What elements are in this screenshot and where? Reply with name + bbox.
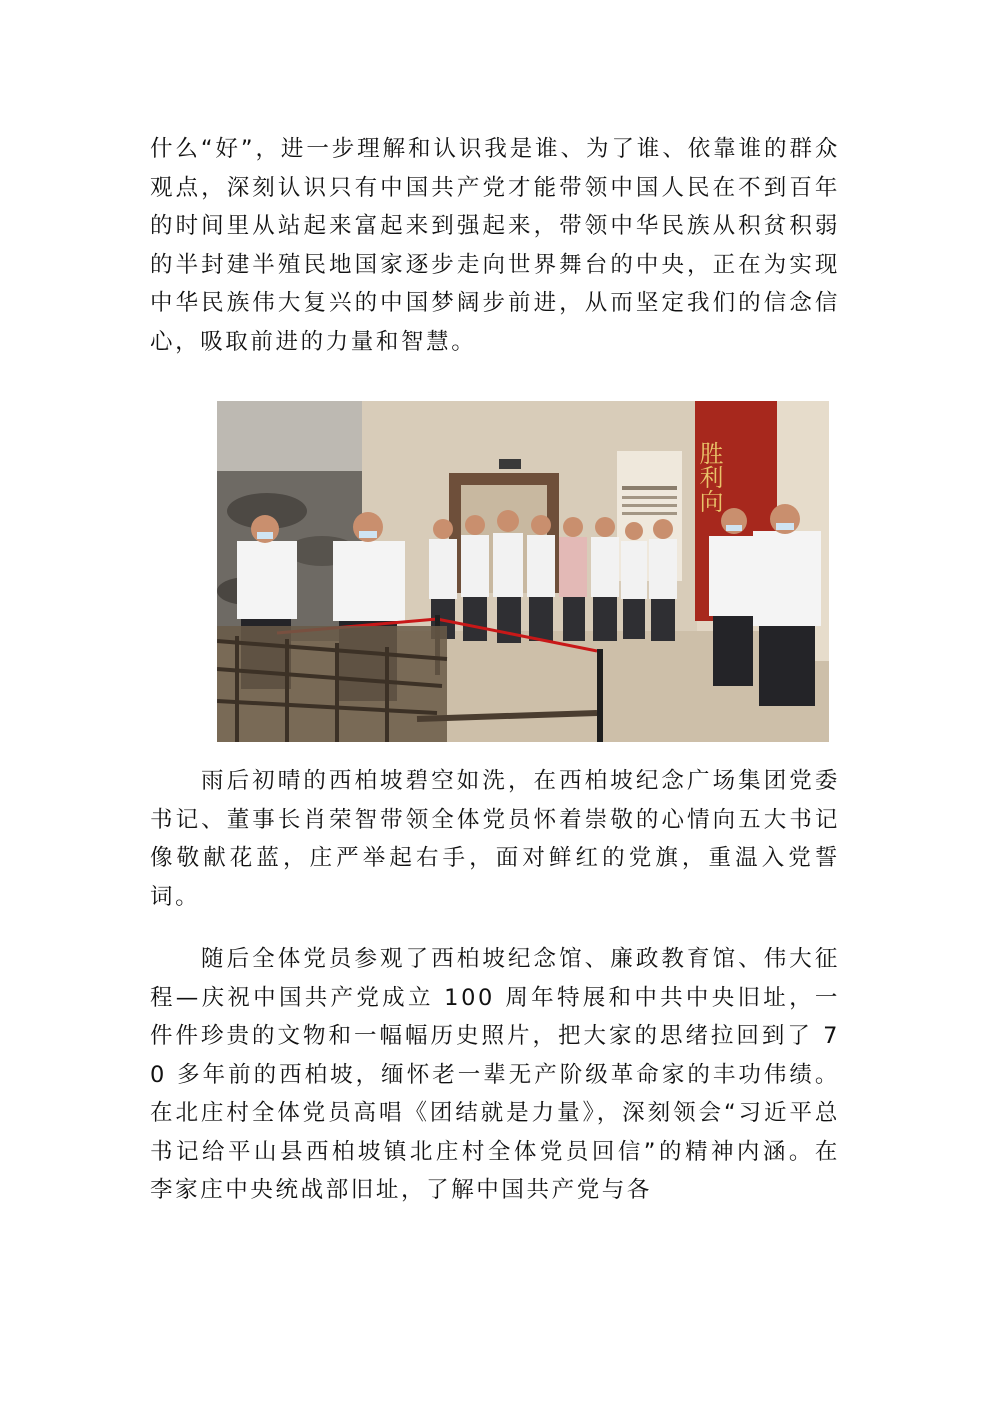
paragraph-3: 随后全体党员参观了西柏坡纪念馆、廉政教育馆、伟大征程—庆祝中国共产党成立 100 周年特展和中共中央旧址，一件件珍贵的文物和一幅幅历史照片，把大家的思绪拉回到了 70 多年前的西柏坡，缅怀老一辈无产阶级革命家的丰功伟绩。在北庄村全体党员高唱《团结就是力量》，深刻领会“习近平总书记给平山县西柏坡镇北庄村全体党员回信”的精神内涵。在李家庄中央统战部旧址，了解中国共产党与各 xyxy=(150,946,840,1203)
paragraph-1: 什么“好”，进一步理解和认识我是谁、为了谁、依靠谁的群众观点，深刻认识只有中国共产党才能带领中国人民在不到百年的时间里从站起来富起来到强起来，带领中华民族从积贫积弱的半封建半殖民地国家逐步走向世界舞台的中央，正在为实现中华民族伟大复兴的中国梦阔步前进，从而坚定我们的信念信心，吸取前进的力量和智慧。 xyxy=(150,136,840,355)
wall-slogan: 胜利向 xyxy=(695,441,723,513)
paragraph-2: 雨后初晴的西柏坡碧空如洗，在西柏坡纪念广场集团党委书记、董事长肖荣智带领全体党员怀着崇敬的心情向五大书记像敬献花蓝，庄严举起右手，面对鲜红的党旗，重温入党誓词。 xyxy=(150,768,840,910)
exhibition-group-photo xyxy=(217,401,829,742)
